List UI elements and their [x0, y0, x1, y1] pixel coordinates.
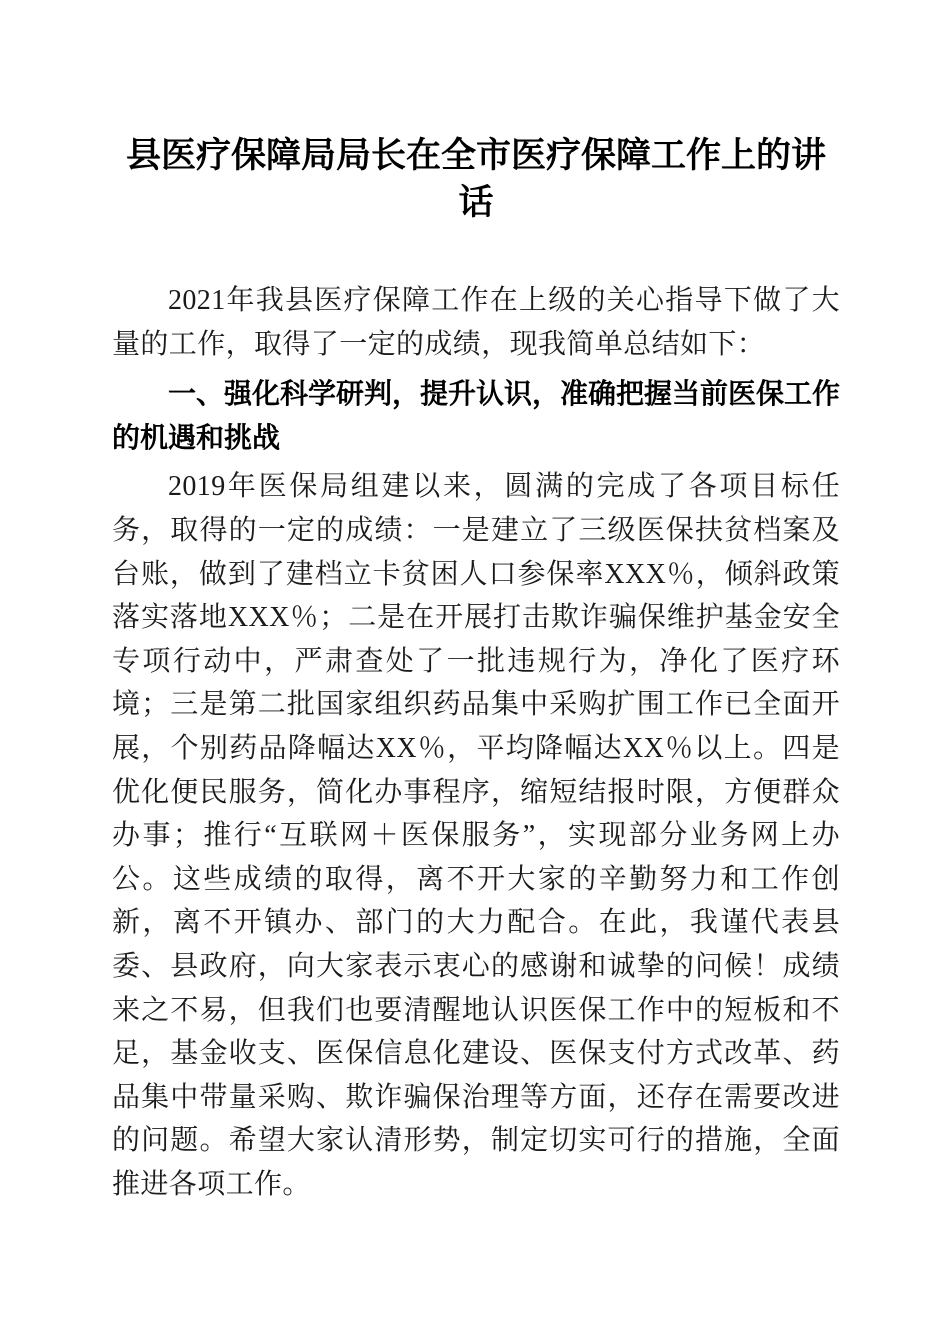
section-one-body-paragraph: 2019年医保局组建以来，圆满的完成了各项目标任务，取得的一定的成绩：一是建立了三级医保扶贫档案及台账，做到了建档立卡贫困人口参保率XXX％，倾斜政策落实落地XXX％；二是在开展打击欺诈骗保维护基金安全专项行动中，严肃查处了一批违规行为，净化了医疗环境；三是第二批国家组织药品集中采购扩围工作已全面开展，个别药品降幅达XX％，平均降幅达XX％以上。四是优化便民服务，简化办事程序，缩短结报时限，方便群众办事；推行“互联网＋医保服务”，实现部分业务网上办公。这些成绩的取得，离不开大家的辛勤努力和工作创新，离不开镇办、部门的大力配合。在此，我谨代表县委、县政府，向大家表示衷心的感谢和诚挚的问候！成绩来之不易，但我们也要清醒地认识医保工作中的短板和不足，基金收支、医保信息化建设、医保支付方式改革、药品集中带量采购、欺诈骗保治理等方面，还存在需要改进的问题。希望大家认清形势，制定切实可行的措施，全面推进各项工作。	[112, 471, 840, 1200]
section-heading-one: 一、强化科学研判，提升认识，准确把握当前医保工作的机遇和挑战	[112, 378, 841, 453]
page-title: 县医疗保障局局长在全市医疗保障工作上的讲话	[125, 136, 826, 222]
intro-paragraph: 2021年我县医疗保障工作在上级的关心指导下做了大量的工作，取得了一定的成绩，现我简单总结如下：	[112, 285, 840, 360]
document-content-column	[112, 0, 840, 1206]
